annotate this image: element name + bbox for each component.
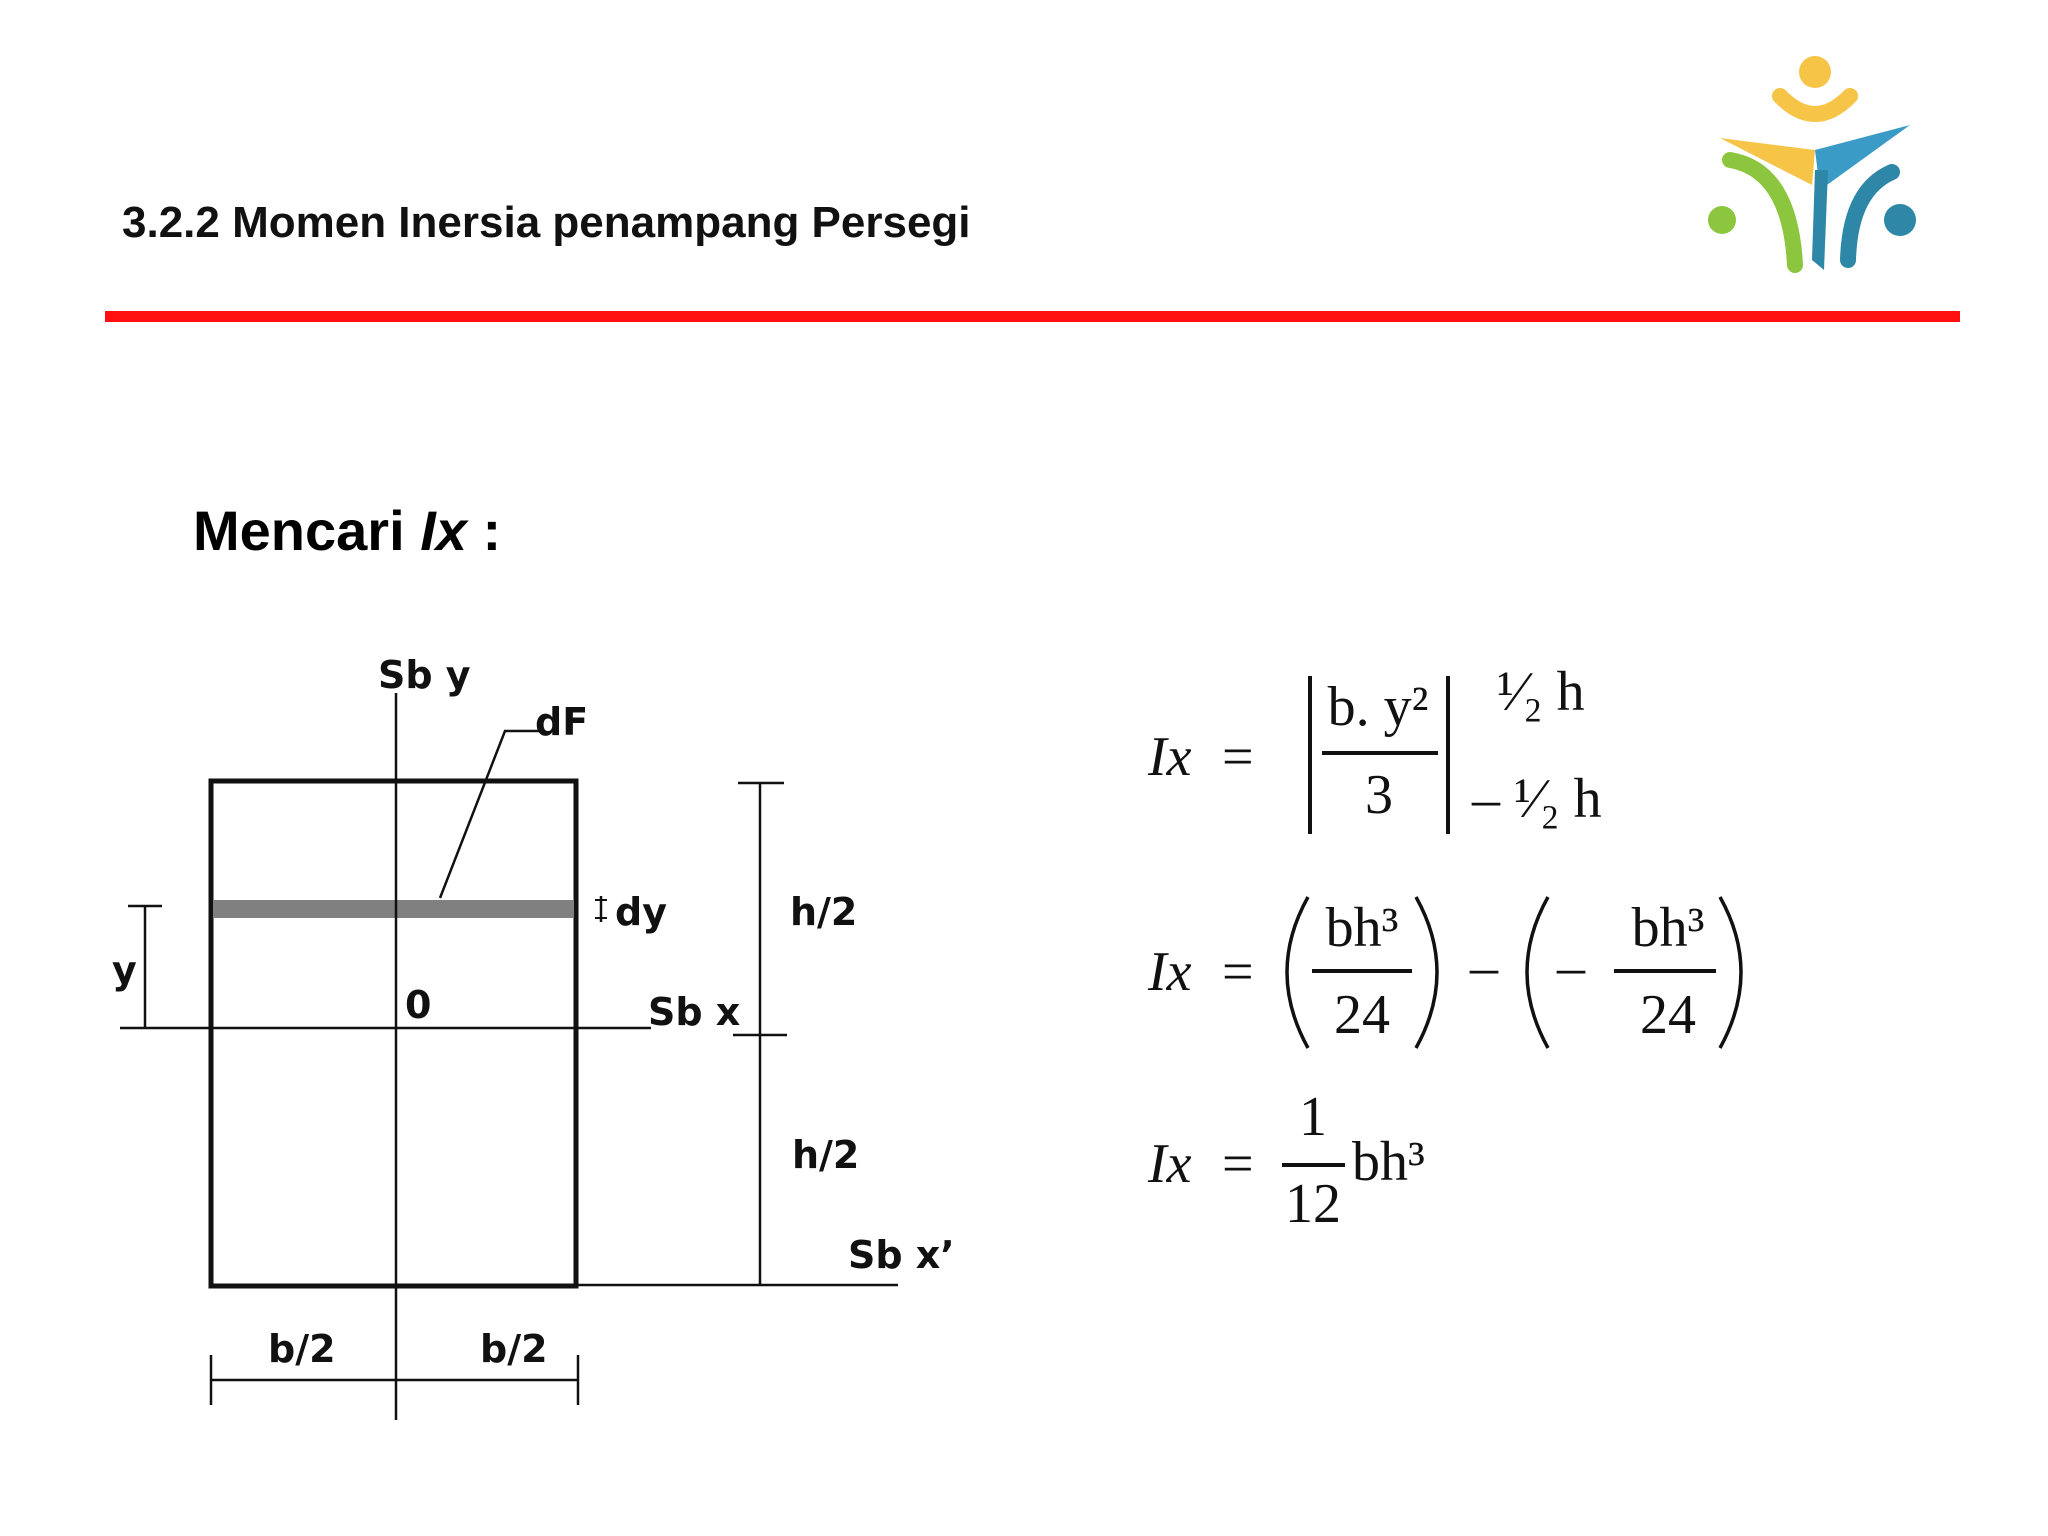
section-rectangle xyxy=(211,781,576,1286)
equations xyxy=(1120,630,1820,1260)
eq1-lower-limit: – ¹⁄₂ h xyxy=(1472,768,1602,830)
eq2-term2-numerator: bh³ xyxy=(1631,897,1705,959)
label-sb-x-prime: Sb x’ xyxy=(848,1233,955,1277)
eq1-lhs: Ix xyxy=(1148,726,1192,788)
eq3-factor: bh³ xyxy=(1352,1131,1425,1193)
logo-head xyxy=(1799,56,1831,88)
eq2-paren-open-1 xyxy=(1287,897,1308,1048)
heading-prefix: Mencari xyxy=(193,499,421,562)
equation-3 xyxy=(1147,1086,1425,1235)
eq2-equals: = xyxy=(1222,941,1254,1003)
eq2-term2-denominator: 24 xyxy=(1640,984,1696,1046)
label-sb-x: Sb x xyxy=(648,990,741,1034)
eq1-denominator: 3 xyxy=(1365,764,1393,826)
title-divider xyxy=(105,311,1960,322)
eq1-upper-limit: ¹⁄₂ h xyxy=(1497,661,1585,723)
eq1-equals: = xyxy=(1222,726,1254,788)
eq1-numerator: b. y² xyxy=(1327,676,1429,738)
label-h2-bottom: h/2 xyxy=(792,1133,860,1177)
logo-arc-yellow xyxy=(1780,96,1850,114)
eq3-lhs: Ix xyxy=(1148,1133,1192,1195)
eq3-denominator: 12 xyxy=(1285,1173,1341,1235)
label-dy: dy xyxy=(615,890,667,934)
eq2-term1-numerator: bh³ xyxy=(1325,897,1399,959)
logo-dot-green xyxy=(1708,206,1736,234)
section-heading xyxy=(193,498,501,563)
cross-section-diagram xyxy=(0,600,1000,1420)
eq2-lhs: Ix xyxy=(1148,941,1192,1003)
logo-dot-blue xyxy=(1884,204,1916,236)
label-h2-top: h/2 xyxy=(790,890,858,934)
eq2-paren-close-1 xyxy=(1416,897,1437,1048)
eq2-operator: – xyxy=(1470,936,1498,998)
df-strip xyxy=(213,900,574,918)
heading-suffix: : xyxy=(466,499,502,562)
equation-1 xyxy=(1147,661,1602,834)
eq2-paren-open-2 xyxy=(1527,897,1548,1048)
brand-logo xyxy=(1700,50,1930,280)
label-y: y xyxy=(112,948,137,992)
eq3-numerator: 1 xyxy=(1299,1086,1327,1148)
label-df: dF xyxy=(535,700,589,744)
eq3-equals: = xyxy=(1222,1133,1254,1195)
logo-stem-blue xyxy=(1812,170,1828,270)
eq2-term1-denominator: 24 xyxy=(1334,984,1390,1046)
eq2-paren-close-2 xyxy=(1720,897,1741,1048)
logo-wing-blue xyxy=(1815,125,1910,190)
label-origin: 0 xyxy=(405,983,432,1027)
eq2-term2-sign: – xyxy=(1557,936,1585,998)
heading-symbol: Ix xyxy=(420,499,467,562)
page-title: 3.2.2 Momen Inersia penampang Persegi xyxy=(122,198,971,247)
logo-arc-green xyxy=(1730,160,1795,265)
equation-2 xyxy=(1147,897,1741,1048)
df-leader xyxy=(440,731,540,898)
label-sb-y: Sb y xyxy=(378,653,471,697)
label-b2-left: b/2 xyxy=(268,1327,336,1371)
label-b2-right: b/2 xyxy=(480,1327,548,1371)
